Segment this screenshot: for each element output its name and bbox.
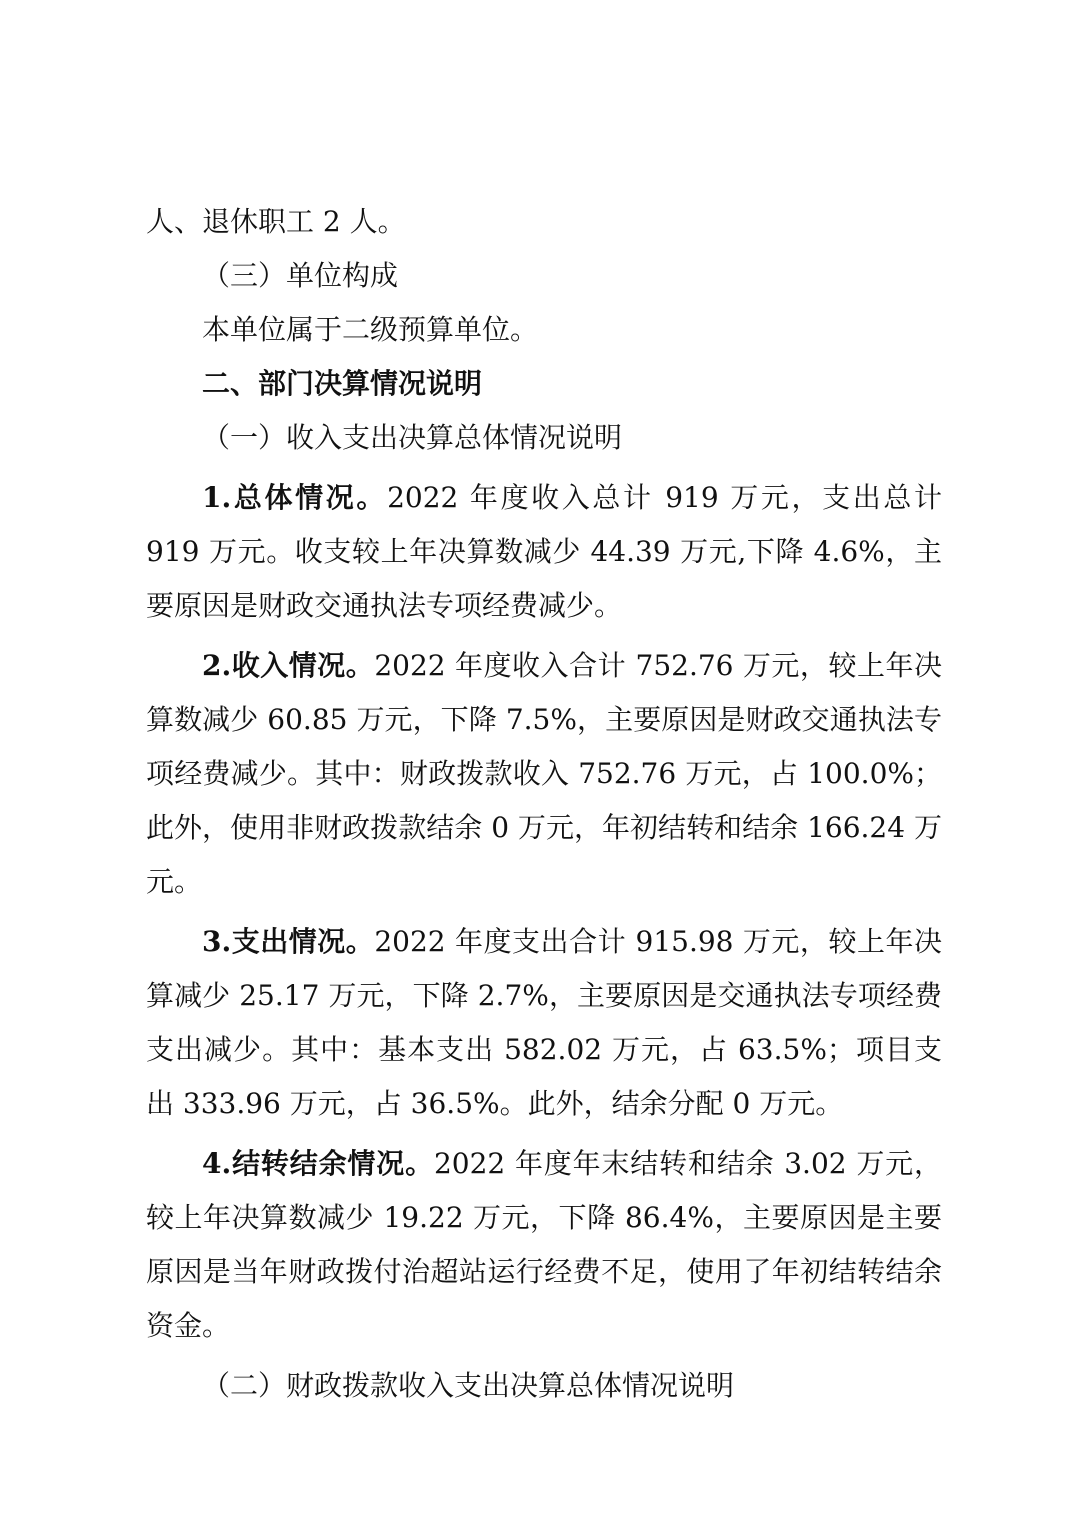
paragraph-carryover-situation [146, 1137, 942, 1353]
text-expenditure-situation: 2022 年度支出合计 915.98 万元，较上年决算减少 25.17 万元，下降 2.7%，主要原因是交通执法专项经费支出减少。其中：基本支出 582.02 万元，占 63.5%；项目支出 333.96 万元，占 36.5%。此外，结余分配 0 万元。 [146, 925, 942, 1120]
paragraph-expenditure-situation [146, 915, 942, 1131]
heading-income-expenditure-overview: （一）收入支出决算总体情况说明 [202, 421, 623, 454]
paragraph-overall-situation [146, 471, 942, 633]
lead-carryover-situation: 4.结转结余情况。 [202, 1147, 434, 1180]
lead-income-situation: 2.收入情况。 [202, 649, 375, 682]
paragraph-unit-level: 本单位属于二级预算单位。 [202, 313, 539, 346]
heading-fiscal-appropriation-overview: （二）财政拨款收入支出决算总体情况说明 [202, 1369, 735, 1402]
heading-unit-composition: （三）单位构成 [202, 259, 399, 292]
paragraph-staff-continuation: 人、退休职工 2 人。 [146, 205, 406, 238]
lead-overall-situation: 1.总体情况。 [202, 481, 388, 514]
heading-final-accounts-section: 二、部门决算情况说明 [202, 367, 483, 400]
paragraph-income-situation [146, 639, 942, 909]
text-overall-situation: 2022 年度收入总计 919 万元，支出总计 919 万元。收支较上年决算数减少 44.39 万元,下降 4.6%，主要原因是财政交通执法专项经费减少。 [146, 481, 943, 622]
lead-expenditure-situation: 3.支出情况。 [202, 925, 375, 958]
text-income-situation: 2022 年度收入合计 752.76 万元，较上年决算数减少 60.85 万元，下降 7.5%，主要原因是财政交通执法专项经费减少。其中：财政拨款收入 752.76 万元，占 100.0%；此外，使用非财政拨款结余 0 万元，年初结转和结余 166.24 万元。 [146, 649, 942, 898]
document-page [146, 195, 942, 1413]
text-carryover-situation: 2022 年度年末结转和结余 3.02 万元，较上年决算数减少 19.22 万元，下降 86.4%，主要原因是主要原因是当年财政拨付治超站运行经费不足，使用了年初结转结余资金。 [146, 1147, 943, 1342]
